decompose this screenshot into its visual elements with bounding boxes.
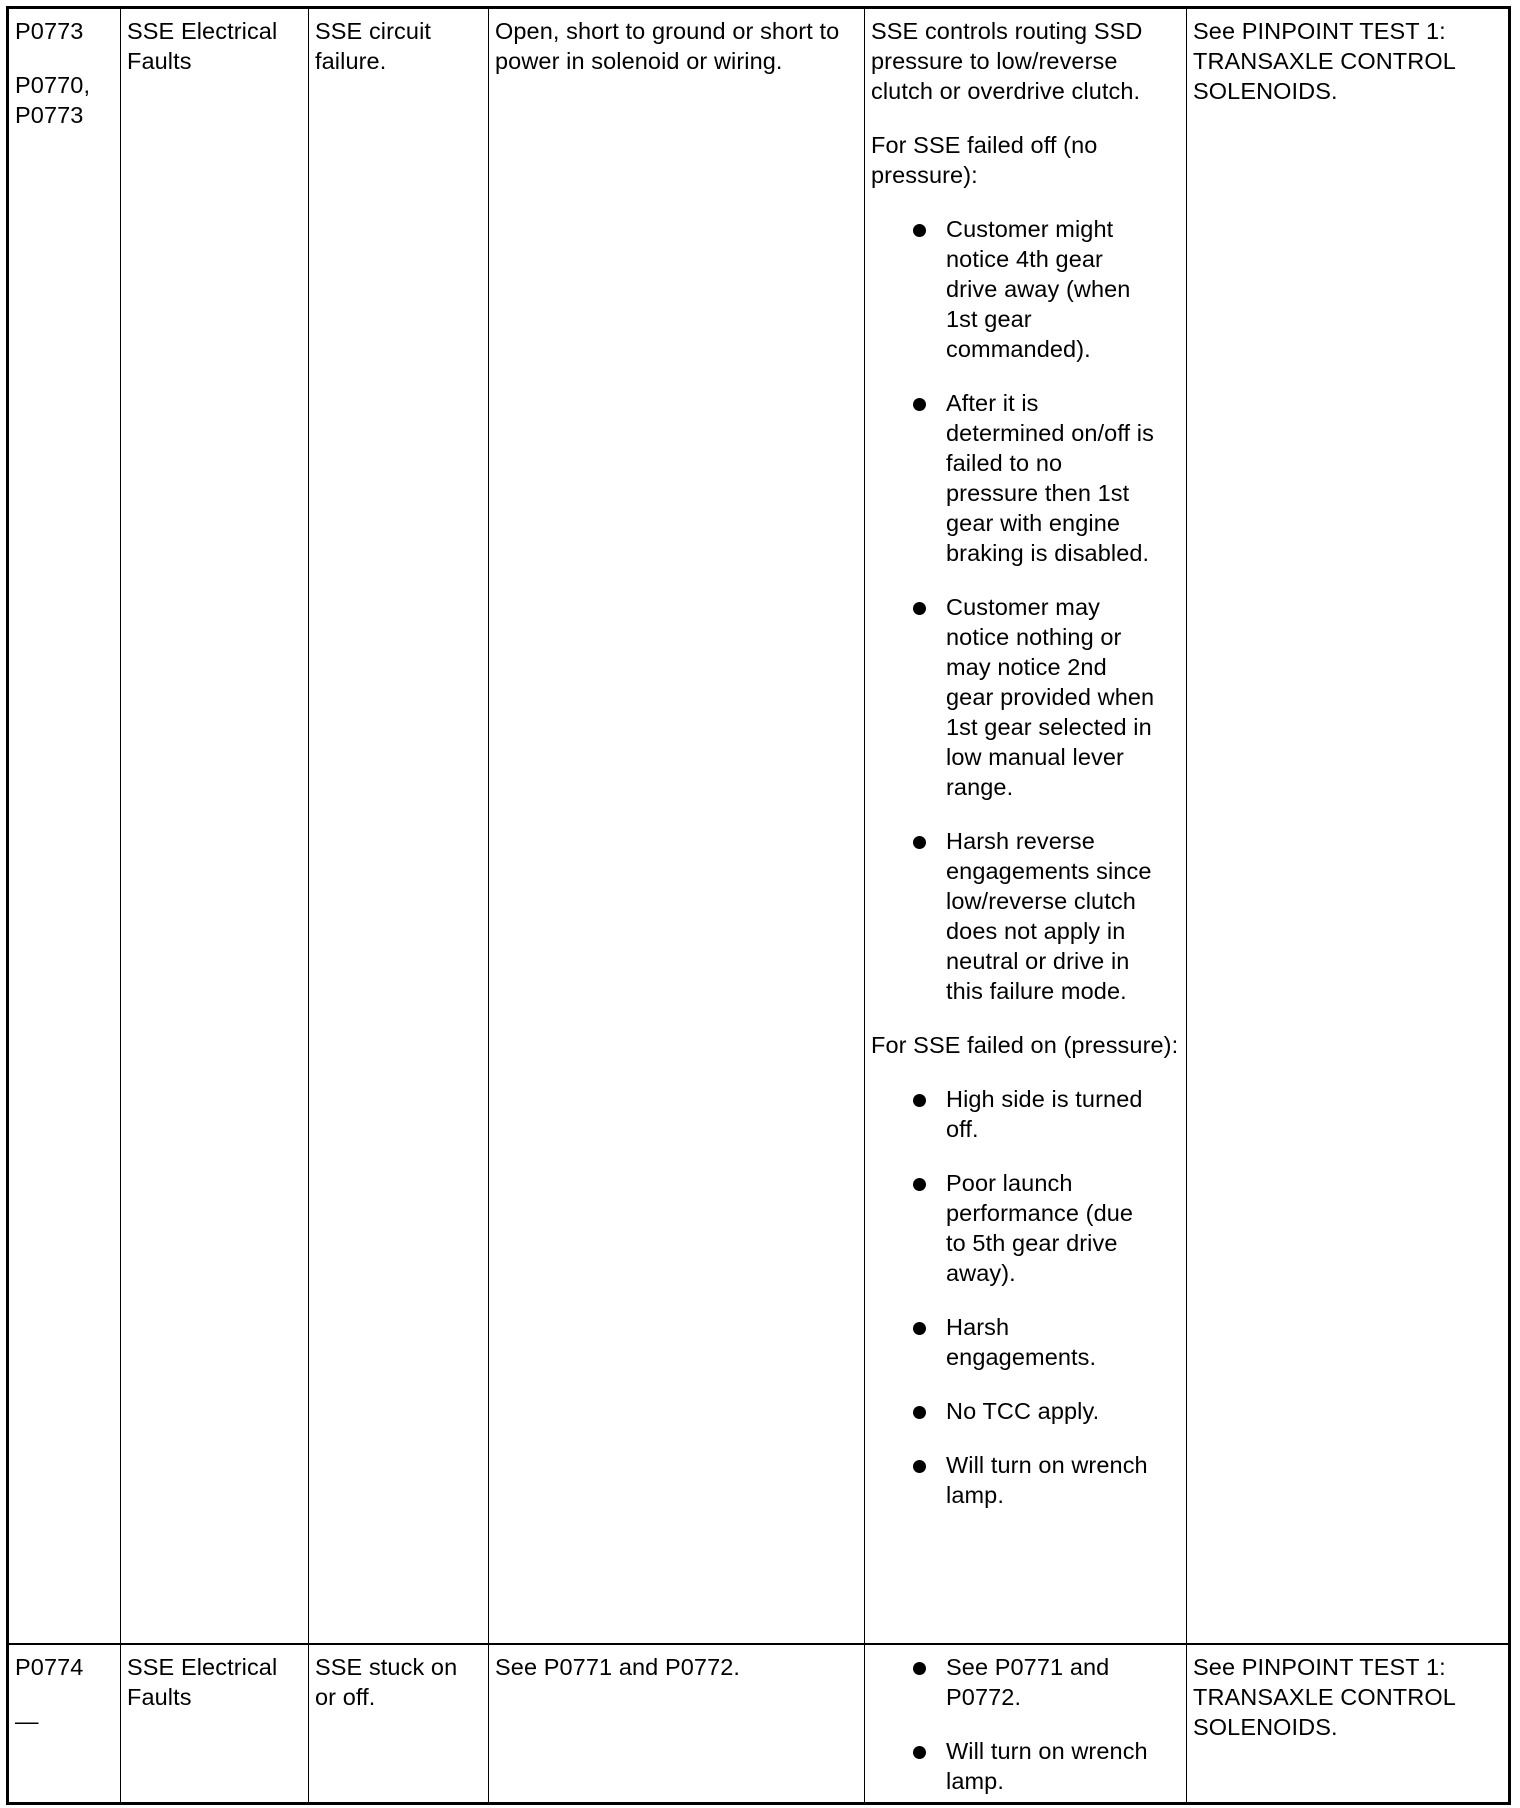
dtc-code: P0774: [15, 1654, 84, 1680]
list-item: No TCC apply.: [871, 1396, 1162, 1426]
action-cell: [1187, 1644, 1510, 1804]
failed-on-list: [871, 1084, 1180, 1510]
bullet-icon: [913, 1094, 926, 1107]
list-item: Harsh reverse engagements since low/reverse clutch does not apply in neutral or drive in this failure mode.: [871, 826, 1162, 1006]
cause-text: See P0771 and P0772.: [495, 1654, 741, 1680]
list-item: High side is turned off.: [871, 1084, 1162, 1144]
category-cell: [121, 1644, 309, 1804]
bullet-icon: [913, 1178, 926, 1191]
cause-text: Open, short to ground or short to power in solenoid or wiring.: [495, 18, 840, 74]
list-item: Customer might notice 4th gear drive away (when 1st gear commanded).: [871, 214, 1162, 364]
category-cell: [121, 8, 309, 1645]
table-row: [8, 8, 1510, 1645]
dtc-code-alt: —: [15, 1708, 39, 1734]
category-text: SSE Electrical Faults: [127, 18, 278, 74]
failure-cell: [309, 8, 489, 1645]
list-item: Customer may notice nothing or may notice 2nd gear provided when 1st gear selected in low manual lever range.: [871, 592, 1162, 802]
category-text: SSE Electrical Faults: [127, 1654, 278, 1710]
failure-cell: [309, 1644, 489, 1804]
list-item: After it is determined on/off is failed to no pressure then 1st gear with engine braking is disabled.: [871, 388, 1162, 568]
action-cell: [1187, 8, 1510, 1645]
bullet-icon: [913, 1460, 926, 1473]
dtc-code-alt: P0770, P0773: [15, 72, 91, 128]
failure-text: SSE stuck on or off.: [315, 1654, 458, 1710]
cause-cell: [489, 1644, 865, 1804]
list-item: See P0771 and P0772.: [871, 1652, 1162, 1712]
bullet-icon: [913, 1662, 926, 1675]
table-row: [8, 1644, 1510, 1804]
list-item: Will turn on wrench lamp.: [871, 1450, 1162, 1510]
failed-off-list: [871, 214, 1180, 1006]
bullet-icon: [913, 398, 926, 411]
bullet-icon: [913, 1322, 926, 1335]
cause-cell: [489, 8, 865, 1645]
bullet-icon: [913, 602, 926, 615]
bullet-icon: [913, 224, 926, 237]
dtc-code-cell: [8, 8, 121, 1645]
bullet-icon: [913, 836, 926, 849]
failed-off-heading: For SSE failed off (no pressure):: [871, 132, 1098, 188]
failed-on-heading: For SSE failed on (pressure):: [871, 1032, 1179, 1058]
bullet-icon: [913, 1406, 926, 1419]
symptoms-intro: SSE controls routing SSD pressure to low/reverse clutch or overdrive clutch.: [871, 18, 1143, 104]
dtc-table: [6, 6, 1511, 1805]
symptoms-cell: [865, 8, 1187, 1645]
symptoms-cell: [865, 1644, 1187, 1804]
dtc-code-cell: [8, 1644, 121, 1804]
list-item: Will turn on wrench lamp.: [871, 1736, 1162, 1796]
list-item: Poor launch performance (due to 5th gear drive away).: [871, 1168, 1162, 1288]
action-text: See PINPOINT TEST 1: TRANSAXLE CONTROL SOLENOIDS.: [1193, 1654, 1455, 1740]
list-item: Harsh engagements.: [871, 1312, 1162, 1372]
dtc-code: P0773: [15, 18, 84, 44]
bullet-icon: [913, 1746, 926, 1759]
action-text: See PINPOINT TEST 1: TRANSAXLE CONTROL SOLENOIDS.: [1193, 18, 1455, 104]
failure-text: SSE circuit failure.: [315, 18, 432, 74]
symptoms-list: [871, 1652, 1180, 1796]
